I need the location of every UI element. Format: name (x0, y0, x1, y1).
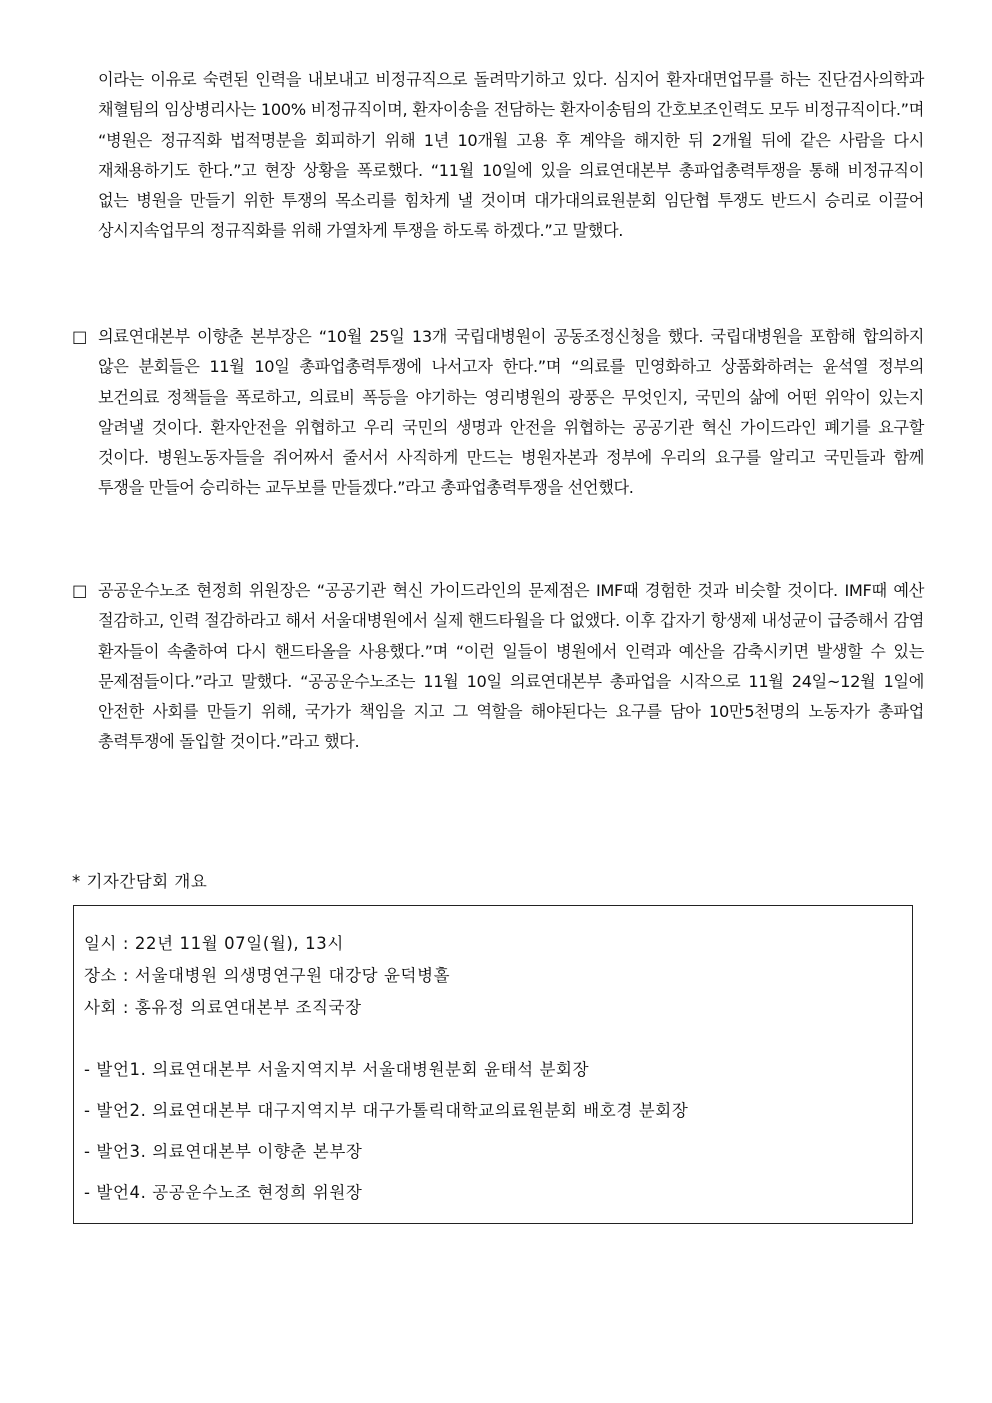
overview-speaker: - 발언2. 의료연대본부 대구지역지부 대구가톨릭대학교의료원분회 배호경 분회장 (84, 1101, 689, 1120)
paragraph-continued: 이라는 이유로 숙련된 인력을 내보내고 비정규직으로 돌려막기하고 있다. 심지어 환자대면업무를 하는 진단검사의학과 채혈팀의 임상병리사는 100% 비정규직이며, 환자이송을 전담하는 환자이송팀의 간호보조인력도 모두 비정규직이다.”며 “병원은 정규직화 법적명분을 회피하기 위해 1년 10개월 고용 후 계약을 해지한 뒤 2개월 뒤에 같은 사람을 다시 재채용하기도 한다.”고 현장 상황을 폭로했다. “11월 10일에 있을 의료연대본부 총파업총력투쟁을 통해 비정규직이 없는 병원을 만들기 위한 투쟁의 목소리를 힘차게 낼 것이며 대가대의료원분회 임단협 투쟁도 반드시 승리로 이끌어 상시지속업무의 정규직화를 위해 가열차게 투쟁을 하도록 하겠다.”고 말했다. (98, 70, 924, 241)
paragraph-bullet-hyun-junghee (72, 576, 924, 758)
overview-speaker: - 발언4. 공공운수노조 현정희 위원장 (84, 1183, 363, 1202)
overview-box (73, 905, 913, 1224)
overview-title: * 기자간담회 개요 (72, 872, 208, 891)
overview-speaker: - 발언3. 의료연대본부 이향춘 본부장 (84, 1142, 363, 1161)
checkbox-bullet-icon: □ (72, 327, 87, 346)
paragraph-text: 의료연대본부 이향춘 본부장은 “10월 25일 13개 국립대병원이 공동조정신청을 했다. 국립대병원을 포함해 합의하지 않은 분회들은 11월 10일 총파업총력투쟁에 나서고자 한다.”며 “의료를 민영화하고 상품화하려는 윤석열 정부의 보건의료 정책들을 폭로하고, 의료비 폭등을 야기하는 영리병원의 광풍은 무엇인지, 국민의 삶에 어떤 위악이 있는지 알려낼 것이다. 환자안전을 위협하고 우리 국민의 생명과 안전을 위협하는 공공기관 혁신 가이드라인 폐기를 요구할 것이다. 병원노동자들을 쥐어짜서 줄서서 사직하게 만드는 병원자본과 정부에 우리의 요구를 알리고 국민들과 함께 투쟁을 만들어 승리하는 교두보를 만들겠다.”라고 총파업총력투쟁을 선언했다. (98, 327, 924, 498)
overview-place: 장소 : 서울대병원 의생명연구원 대강당 윤덕병홀 (84, 966, 451, 985)
paragraph-text: 공공운수노조 현정희 위원장은 “공공기관 혁신 가이드라인의 문제점은 IMF때 경험한 것과 비슷할 것이다. IMF때 예산 절감하고, 인력 절감하라고 해서 서울대병원에서 실제 핸드타월을 다 없앴다. 이후 갑자기 항생제 내성균이 급증해서 감염 환자들이 속출하여 다시 핸드타올을 사용했다.”며 “이런 일들이 병원에서 인력과 예산을 감축시키면 발생할 수 있는 문제점들이다.”라고 말했다. “공공운수노조는 11월 10일 의료연대본부 총파업을 시작으로 11월 24일~12월 1일에 안전한 사회를 만들기 위해, 국가가 책임을 지고 그 역할을 해야된다는 요구를 담아 10만5천명의 노동자가 총파업 총력투쟁에 돌입할 것이다.”라고 했다. (98, 581, 924, 752)
overview-speaker: - 발언1. 의료연대본부 서울지역지부 서울대병원분회 윤태석 분회장 (84, 1060, 590, 1079)
overview-host: 사회 : 홍유정 의료연대본부 조직국장 (84, 998, 362, 1017)
overview-date: 일시 : 22년 11월 07일(월), 13시 (84, 934, 344, 953)
paragraph-bullet-lee-hyangchun (72, 322, 924, 504)
checkbox-bullet-icon: □ (72, 581, 87, 600)
